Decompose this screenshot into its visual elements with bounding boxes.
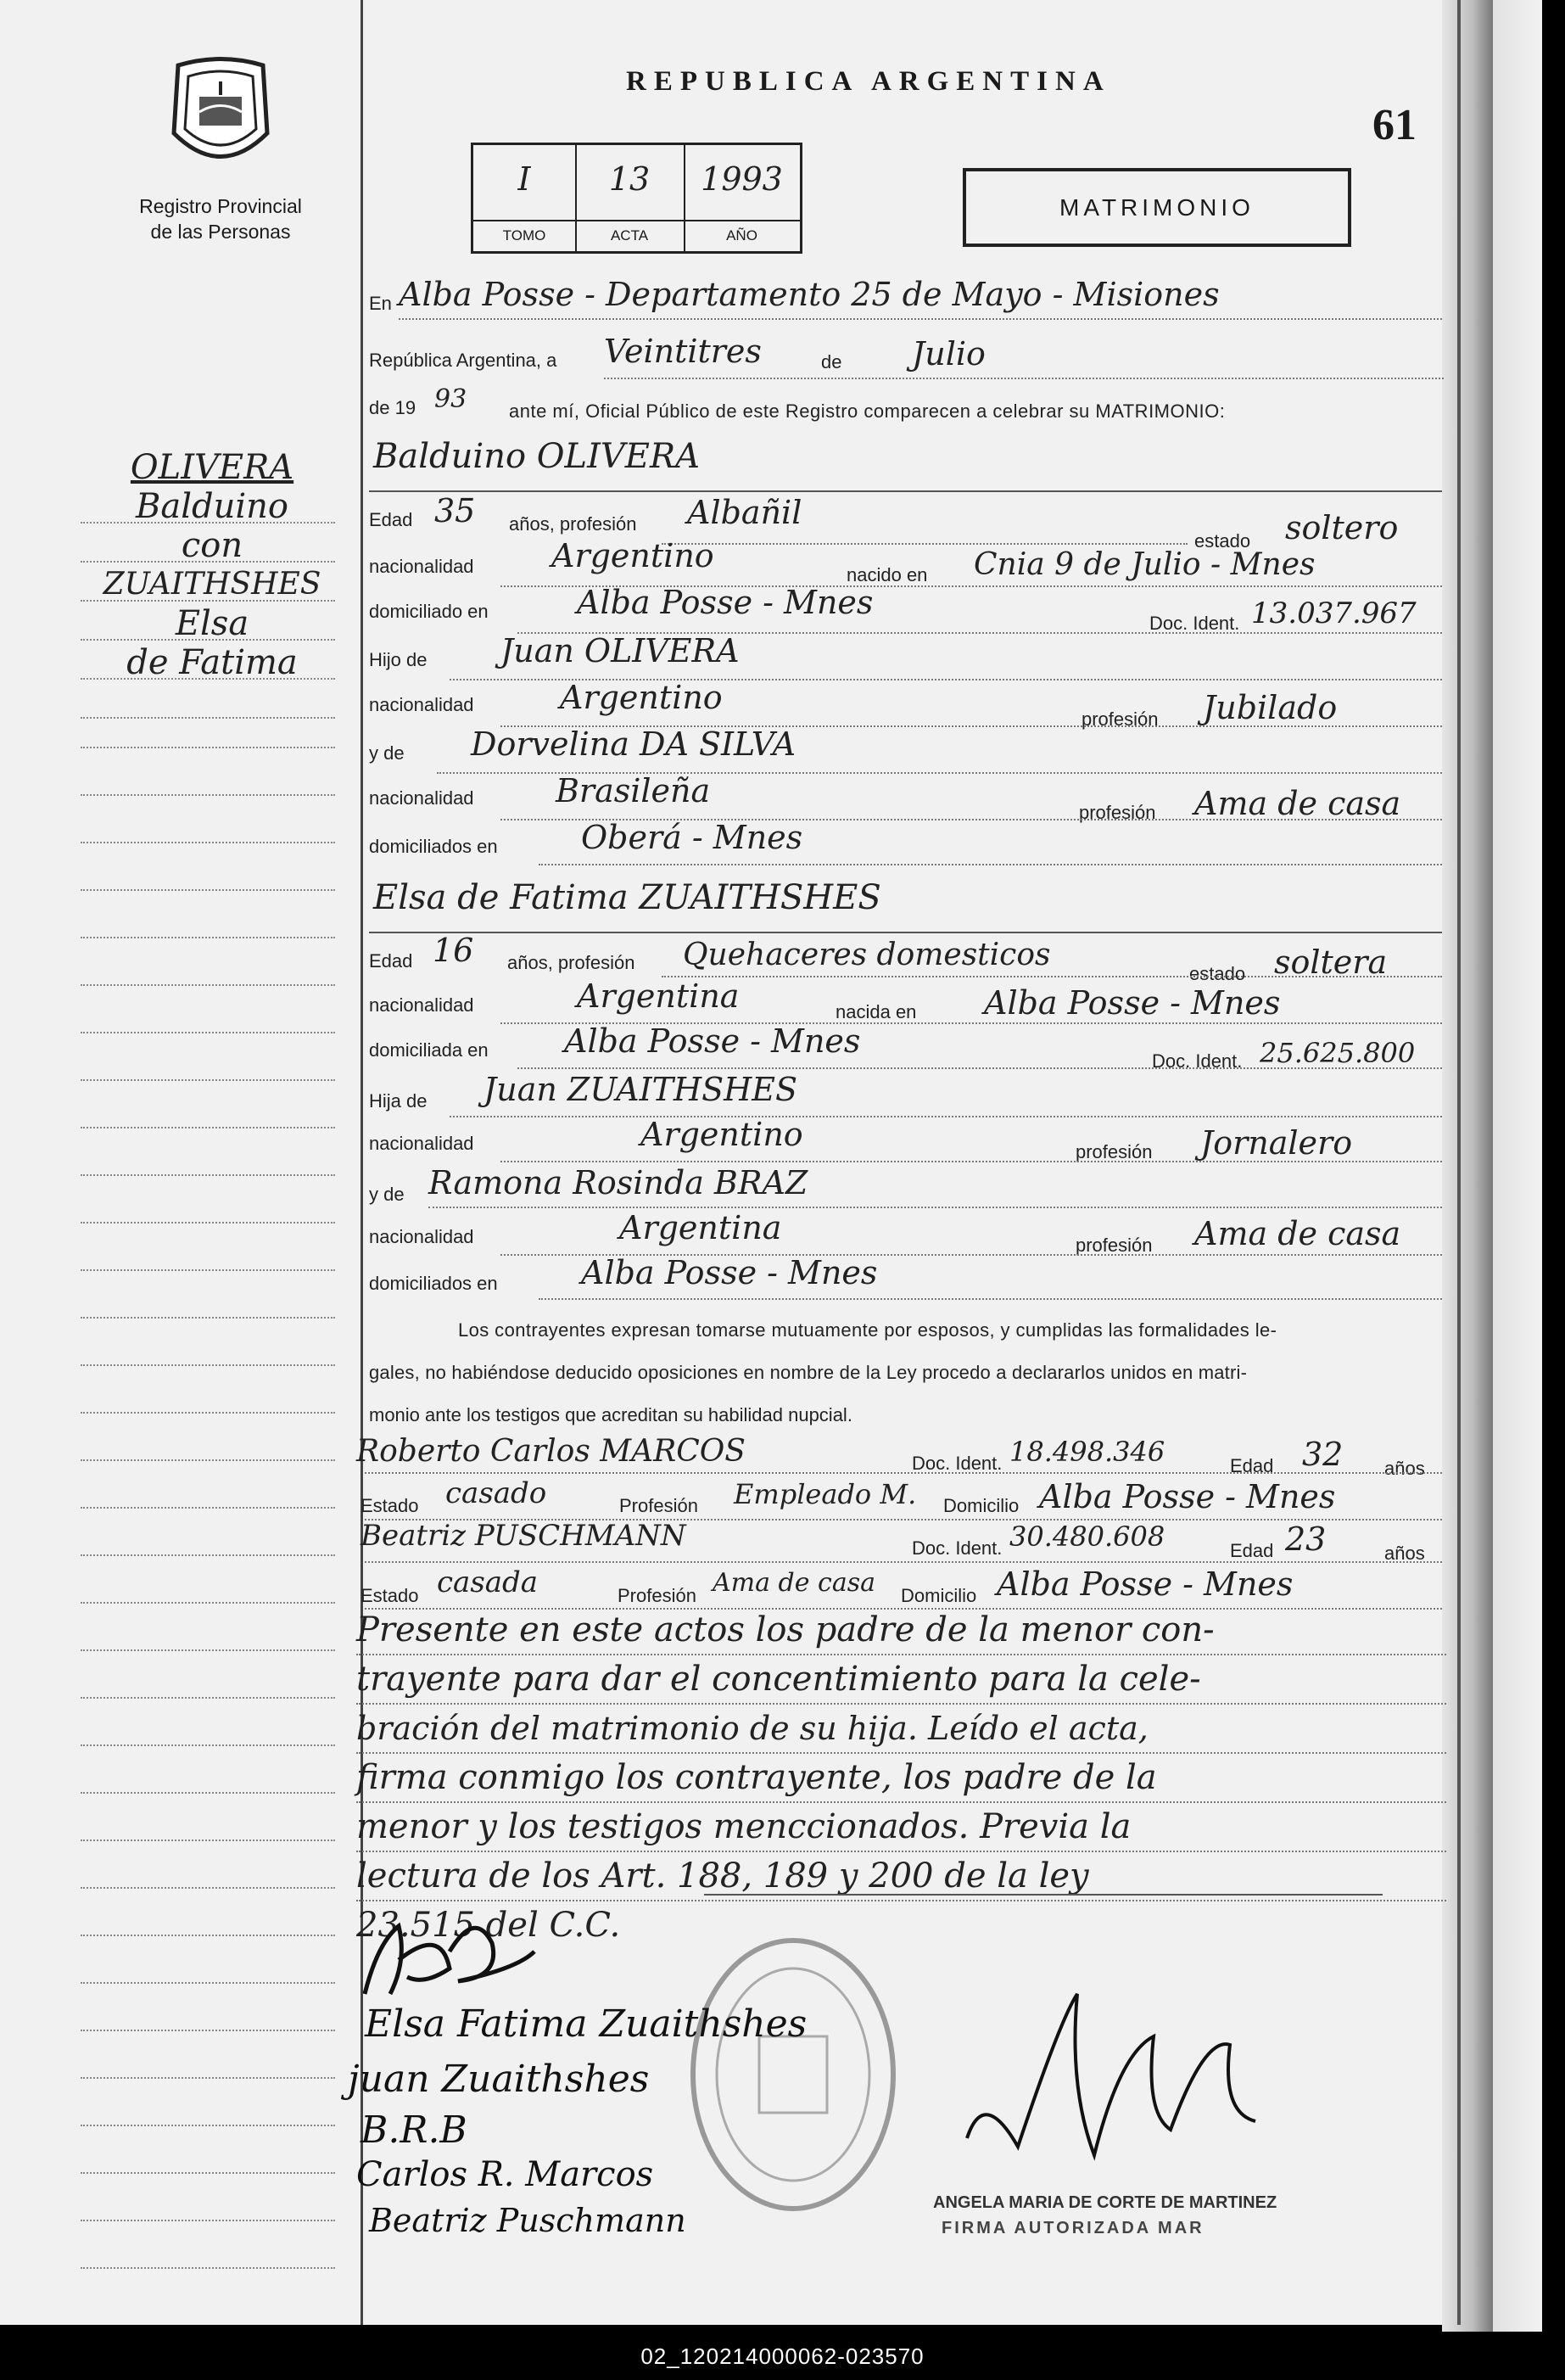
declaration-line-3: monio ante los testigos que acreditan su habilidad nupcial. — [369, 1404, 852, 1425]
groom-father-prof-label: profesión — [1082, 708, 1159, 730]
bride-profession: Quehaceres domesticos — [683, 938, 1051, 972]
witness2-estado-label: Estado — [361, 1585, 419, 1606]
signature-bride-mother: B.R.B — [361, 2108, 467, 2152]
ano-label: AÑO — [726, 227, 757, 244]
stamp-label: FIRMA AUTORIZADA MAR — [942, 2219, 1204, 2237]
bride-estado: soltera — [1274, 944, 1388, 981]
bride-father-nac-label: nacionalidad — [369, 1133, 474, 1154]
tomo-cell — [473, 145, 577, 251]
witness1-doc-label: Doc. Ident. — [912, 1453, 1003, 1474]
bride-father-profession: Jornalero — [1200, 1124, 1353, 1162]
declaration-line-1: Los contrayentes expresan tomarse mutuamente por esposos, y cumplidas las formalidades le- — [458, 1319, 1277, 1341]
groom-nacido-label: nacido en — [847, 564, 928, 585]
groom-father-nationality: Argentino — [560, 679, 723, 716]
witness2-name: Beatriz PUSCHMANN — [361, 1519, 686, 1553]
margin-ruled-line — [81, 639, 335, 641]
groom-dom-label: domiciliado en — [369, 601, 489, 622]
bride-edad-label: Edad — [369, 950, 413, 972]
witness1-edad-label: Edad — [1230, 1455, 1274, 1476]
groom-mother-nationality: Brasileña — [556, 772, 711, 809]
margin-note-line: de Fatima — [126, 643, 298, 682]
page-shadow — [1442, 0, 1493, 2342]
registry-line-2: de las Personas — [150, 221, 291, 243]
witness2-domicile: Alba Posse - Mnes — [997, 1565, 1294, 1603]
act-type-box: MATRIMONIO — [963, 168, 1351, 247]
tomo-label: TOMO — [502, 227, 546, 244]
intro-place: Alba Posse - Departamento 25 de Mayo - Misiones — [399, 276, 1220, 313]
margin-ruled-line — [81, 1935, 335, 1936]
margin-ruled-line — [81, 1554, 335, 1556]
margin-ruled-line — [81, 1697, 335, 1699]
margin-ruled-line — [81, 2077, 335, 2079]
margin-ruled-line — [81, 1364, 335, 1366]
margin-ruled-line — [81, 1079, 335, 1081]
margin-ruled-line — [81, 678, 335, 680]
witness1-profession: Empleado M. — [734, 1478, 917, 1510]
groom-name: Balduino OLIVERA — [373, 437, 700, 476]
margin-note-line: ZUAITHSHES — [103, 567, 321, 602]
groom-mother-prof-label: profesión — [1079, 802, 1156, 823]
groom-father: Juan OLIVERA — [500, 632, 740, 669]
officer-signature — [950, 1985, 1289, 2181]
ano-cell — [684, 145, 800, 251]
groom-doc: 13.037.967 — [1251, 596, 1417, 630]
bride-domicile: Alba Posse - Mnes — [564, 1022, 861, 1060]
margin-ruled-line — [81, 2125, 335, 2126]
groom-nac-label: nacionalidad — [369, 556, 474, 577]
groom-age: 35 — [434, 492, 476, 529]
witness2-profession: Ama de casa — [713, 1568, 875, 1598]
tomo-acta-ano-box — [471, 143, 802, 254]
bride-name: Elsa de Fatima ZUAITHSHES — [373, 878, 881, 917]
intro-month: Julio — [912, 335, 986, 372]
signature-witness2: Beatriz Puschmann — [369, 2202, 686, 2239]
year-prefix: de 19 — [369, 397, 416, 418]
margin-ruled-line — [81, 1649, 335, 1651]
note-line: menor y los testigos menccionados. Previa la — [356, 1803, 1446, 1852]
intro-day: Veintitres — [604, 333, 762, 370]
margin-ruled-line — [81, 1744, 335, 1746]
right-rule-line — [1457, 0, 1461, 2325]
bride-parents-domicile: Alba Posse - Mnes — [581, 1254, 878, 1291]
margin-note — [81, 448, 344, 682]
bride-doc-label: Doc. Ident. — [1152, 1050, 1243, 1072]
margin-note-line: Balduino — [135, 487, 289, 526]
bride-parents-dom-label: domiciliados en — [369, 1273, 498, 1294]
signature-witness1: Carlos R. Marcos — [356, 2155, 654, 2194]
republica-label: República Argentina, a — [369, 350, 557, 371]
witness2-edad-label: Edad — [1230, 1540, 1274, 1561]
handwritten-notes — [356, 1606, 1446, 1949]
groom-mother-profession: Ama de casa — [1194, 785, 1401, 822]
en-label: En — [369, 293, 392, 314]
margin-ruled-line — [81, 522, 335, 524]
margin-ruled-line — [81, 600, 335, 602]
groom-domicile: Alba Posse - Mnes — [577, 584, 874, 621]
acta-value: 13 — [608, 160, 651, 198]
margin-ruled-line — [81, 1317, 335, 1319]
margin-ruled-line — [81, 1507, 335, 1509]
margin-ruled-line — [81, 1887, 335, 1889]
bride-age: 16 — [433, 932, 474, 969]
witness2-doc-label: Doc. Ident. — [912, 1537, 1003, 1559]
margin-ruled-line — [81, 984, 335, 986]
ano-value: 1993 — [701, 160, 783, 198]
bride-nac-label: nacionalidad — [369, 994, 474, 1016]
misiones-seal-icon — [161, 53, 280, 180]
groom-birthplace: Cnia 9 de Julio - Mnes — [974, 547, 1316, 582]
margin-ruled-line — [81, 1792, 335, 1794]
witness1-name: Roberto Carlos MARCOS — [356, 1434, 746, 1469]
margin-ruled-line — [81, 889, 335, 891]
bride-father: Juan ZUAITHSHES — [483, 1071, 798, 1108]
bride-father-prof-label: profesión — [1076, 1141, 1153, 1162]
signature-bride-father: juan Zuaithshes — [348, 2058, 650, 2101]
witness1-dom-label: Domicilio — [943, 1495, 1020, 1516]
bride-father-label: Hija de — [369, 1090, 428, 1112]
witness1-estado: casado — [445, 1476, 547, 1510]
bride-mother-label: y de — [369, 1184, 405, 1205]
groom-doc-label: Doc. Ident. — [1149, 613, 1240, 634]
groom-mother: Dorvelina DA SILVA — [471, 725, 796, 763]
witness1-domicile: Alba Posse - Mnes — [1039, 1478, 1336, 1515]
margin-note-line: con — [181, 526, 243, 565]
scan-caption: 02_120214000062-023570 — [640, 2344, 925, 2369]
signature-bride: Elsa Fatima Zuaithshes — [365, 2002, 808, 2046]
groom-edad-label: Edad — [369, 509, 413, 530]
margin-ruled-line — [81, 1459, 335, 1461]
margin-ruled-line — [81, 2220, 335, 2221]
note-line: Presente en este actos los padre de la menor con- — [356, 1606, 1446, 1655]
margin-ruled-line — [81, 1412, 335, 1414]
groom-parents-dom-label: domiciliados en — [369, 836, 498, 857]
acta-label: ACTA — [610, 227, 649, 244]
note-line: bración del matrimonio de su hija. Leído el acta, — [356, 1705, 1446, 1754]
margin-ruled-line — [81, 747, 335, 748]
witness1-doc: 18.498.346 — [1009, 1436, 1165, 1468]
margin-ruled-line — [81, 1840, 335, 1841]
stamp-officer-name: ANGELA MARIA DE CORTE DE MARTINEZ — [933, 2193, 1277, 2212]
registry-line-1: Registro Provincial — [139, 195, 302, 217]
margin-note-line: OLIVERA — [130, 448, 294, 487]
witness1-anos-label: años — [1384, 1458, 1425, 1479]
witness2-prof-label: Profesión — [618, 1585, 696, 1606]
margin-ruled-line — [81, 937, 335, 938]
margin-ruled-line — [81, 1222, 335, 1224]
groom-father-label: Hijo de — [369, 649, 428, 670]
bride-mother-nationality: Argentina — [619, 1209, 782, 1246]
signature-block — [339, 1909, 950, 2248]
note-line: 23.515 del C.C. — [356, 1906, 621, 1945]
note-line: lectura de los Art. 188, 189 y 200 de la ley — [356, 1852, 1446, 1901]
bride-mother-prof-label: profesión — [1076, 1235, 1153, 1256]
witness2-anos-label: años — [1384, 1543, 1425, 1564]
margin-ruled-line — [81, 1127, 335, 1128]
declaration-line-2: gales, no habiéndose deducido oposiciones en nombre de la Ley procedo a declararlos unidos en matri- — [369, 1362, 1248, 1383]
intro-year: 93 — [434, 384, 467, 414]
bride-nacida-label: nacida en — [836, 1001, 917, 1022]
bride-father-nationality: Argentino — [640, 1116, 803, 1153]
page-title: REPUBLICA ARGENTINA — [626, 66, 1111, 97]
bride-mother: Ramona Rosinda BRAZ — [428, 1164, 808, 1201]
groom-profession: Albañil — [687, 494, 802, 531]
groom-nationality: Argentino — [551, 537, 714, 574]
margin-ruled-line — [81, 1982, 335, 1984]
margin-ruled-line — [81, 794, 335, 796]
bride-anos-label: años, profesión — [507, 952, 635, 973]
margin-ruled-line — [81, 1602, 335, 1604]
bride-birthplace: Alba Posse - Mnes — [984, 984, 1281, 1022]
margin-ruled-line — [81, 2030, 335, 2031]
margin-ruled-line — [81, 1032, 335, 1033]
witness2-age: 23 — [1285, 1520, 1327, 1558]
de-label: de — [821, 351, 842, 372]
witness2-estado: casada — [437, 1565, 539, 1599]
bride-nationality: Argentina — [577, 977, 740, 1015]
margin-ruled-line — [81, 2172, 335, 2174]
witness1-prof-label: Profesión — [619, 1495, 698, 1516]
bride-dom-label: domiciliada en — [369, 1039, 489, 1061]
witness2-doc: 30.480.608 — [1009, 1520, 1165, 1553]
groom-estado-label: estado — [1194, 530, 1251, 552]
acta-cell — [575, 145, 685, 251]
margin-ruled-line — [81, 842, 335, 843]
bride-estado-label: estado — [1189, 963, 1246, 984]
bride-mother-nac-label: nacionalidad — [369, 1226, 474, 1247]
tomo-value: I — [517, 160, 531, 198]
margin-note-line: Elsa — [175, 604, 249, 643]
witness2-dom-label: Domicilio — [901, 1585, 977, 1606]
page-number: 61 — [1372, 101, 1417, 149]
margin-ruled-line — [81, 1174, 335, 1176]
groom-father-nac-label: nacionalidad — [369, 694, 474, 715]
witness1-estado-label: Estado — [361, 1495, 419, 1516]
margin-ruled-line — [81, 561, 335, 563]
groom-father-profession: Jubilado — [1203, 689, 1338, 726]
bride-doc: 25.625.800 — [1260, 1037, 1416, 1069]
margin-ruled-line — [81, 717, 335, 719]
groom-anos-label: años, profesión — [509, 513, 637, 535]
margin-ruled-line — [81, 1269, 335, 1271]
officer-initials-signature — [348, 1909, 543, 2002]
note-line: trayente para dar el concentimiento para la cele- — [356, 1655, 1446, 1705]
groom-mother-nac-label: nacionalidad — [369, 787, 474, 809]
groom-estado: soltero — [1285, 509, 1399, 546]
registry-name — [93, 193, 348, 244]
intro-statement: ante mí, Oficial Público de este Registro comparecen a celebrar su MATRIMONIO: — [509, 400, 1226, 422]
bride-mother-profession: Ama de casa — [1194, 1215, 1401, 1252]
note-line: firma conmigo los contrayente, los padre de la — [356, 1754, 1446, 1803]
witness1-age: 32 — [1302, 1436, 1344, 1473]
groom-mother-label: y de — [369, 742, 405, 764]
groom-parents-domicile: Oberá - Mnes — [581, 819, 803, 856]
margin-ruled-line — [81, 2267, 335, 2269]
